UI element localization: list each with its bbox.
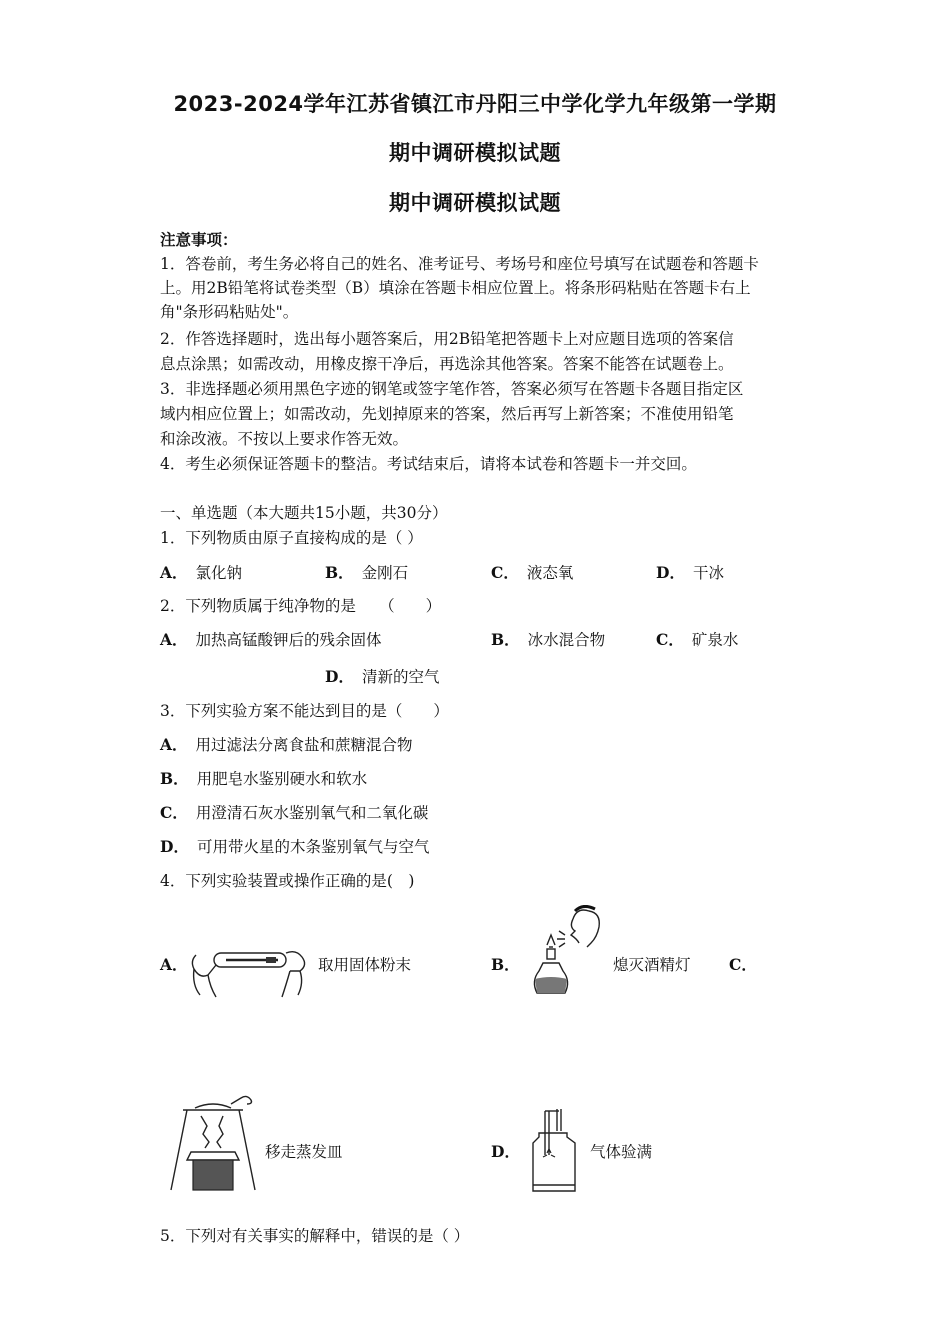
q5-stem: 5．下列对有关事实的解释中，错误的是（ ） xyxy=(160,1227,470,1245)
q4-option-c-letter: C． xyxy=(729,955,757,974)
notice-line: 3．非选择题必须用黑色字迹的钢笔或签字笔作答，答案必须写在答题卡各题目指定区 xyxy=(160,380,744,398)
q2-option-c xyxy=(656,628,738,650)
q3-option-b xyxy=(160,767,367,789)
notice-heading: 注意事项： xyxy=(160,230,238,249)
notice-line: 角"条形码粘贴处"。 xyxy=(160,303,299,321)
q2-option-a xyxy=(160,628,382,650)
q4-stem: 4．下列实验装置或操作正确的是( ) xyxy=(160,872,415,890)
q4-option-b-caption: 熄灭酒精灯 xyxy=(613,956,691,974)
option-text: 氯化钠 xyxy=(195,564,243,582)
option-letter: A． xyxy=(160,735,188,754)
option-letter: A． xyxy=(160,563,188,582)
option-text: 用过滤法分离食盐和蔗糖混合物 xyxy=(195,736,413,754)
option-text: 矿泉水 xyxy=(691,631,739,649)
option-text: 清新的空气 xyxy=(361,668,440,686)
notice-line: 2．作答选择题时，选出每小题答案后，用2B铅笔把答题卡上对应题目选项的答案信 xyxy=(160,330,734,348)
q4-option-a-caption: 取用固体粉末 xyxy=(318,956,412,974)
option-letter: B． xyxy=(160,769,189,788)
q4-option-a-letter: A． xyxy=(160,955,188,974)
option-text: 用肥皂水鉴别硬水和软水 xyxy=(196,770,368,788)
option-letter: D． xyxy=(325,667,354,686)
q3-stem: 3．下列实验方案不能达到目的是（ ） xyxy=(160,702,449,720)
q4-option-c-caption: 移走蒸发皿 xyxy=(265,1143,343,1161)
notice-line: 息点涂黑；如需改动，用橡皮擦干净后，再选涂其他答案。答案不能答在试题卷上。 xyxy=(160,355,734,373)
option-text: 可用带火星的木条鉴别氧气与空气 xyxy=(196,838,430,856)
blow-out-lamp-figure xyxy=(525,905,605,1005)
q4-option-b-letter: B． xyxy=(491,955,520,974)
option-letter: D． xyxy=(656,563,685,582)
evaporating-dish-figure xyxy=(165,1090,260,1195)
option-letter: C． xyxy=(656,630,684,649)
q1-option-c xyxy=(491,561,573,583)
q4-option-d-caption: 气体验满 xyxy=(590,1143,653,1161)
q4-option-d-letter: D． xyxy=(491,1142,520,1161)
q1-stem: 1．下列物质由原子直接构成的是（ ） xyxy=(160,529,423,547)
notice-line: 4．考生必须保证答题卡的整洁。考试结束后，请将本试卷和答题卡一并交回。 xyxy=(160,455,697,473)
test-tube-powder-figure xyxy=(186,935,311,1000)
exam-title-line2: 期中调研模拟试题 xyxy=(389,141,561,165)
notice-line: 上。用2B铅笔将试卷类型（B）填涂在答题卡相应位置上。将条形码粘贴在答题卡右上 xyxy=(160,279,751,297)
option-letter: B． xyxy=(491,630,520,649)
option-letter: C． xyxy=(491,563,519,582)
q3-option-d xyxy=(160,835,429,857)
notice-line: 域内相应位置上；如需改动，先划掉原来的答案，然后再写上新答案；不准使用铅笔 xyxy=(160,405,734,423)
q2-option-b xyxy=(491,628,605,650)
notice-line: 和涂改液。不按以上要求作答无效。 xyxy=(160,430,409,448)
option-letter: B． xyxy=(325,563,354,582)
option-text: 干冰 xyxy=(692,564,724,582)
exam-title-line1: 2023-2024学年江苏省镇江市丹阳三中学化学九年级第一学期 xyxy=(173,92,777,116)
option-letter: D． xyxy=(160,837,189,856)
gas-bottle-figure xyxy=(525,1105,585,1195)
option-letter: C． xyxy=(160,803,188,822)
q1-option-b xyxy=(325,561,408,583)
q2-stem: 2．下列物质属于纯净物的是 （ ） xyxy=(160,597,442,615)
q3-option-a xyxy=(160,733,413,755)
option-letter: A． xyxy=(160,630,188,649)
q1-option-d xyxy=(656,561,724,583)
option-text: 用澄清石灰水鉴别氧气和二氧化碳 xyxy=(195,804,429,822)
option-text: 液态氧 xyxy=(526,564,574,582)
q1-option-a xyxy=(160,561,242,583)
section-title: 一、单选题（本大题共15小题，共30分） xyxy=(160,504,448,522)
exam-title-line3: 期中调研模拟试题 xyxy=(389,191,561,215)
q2-option-d xyxy=(325,665,439,687)
option-text: 冰水混合物 xyxy=(527,631,606,649)
notice-line: 1．答卷前，考生务必将自己的姓名、准考证号、考场号和座位号填写在试题卷和答题卡 xyxy=(160,255,759,273)
q3-option-c xyxy=(160,801,428,823)
option-text: 金刚石 xyxy=(361,564,409,582)
option-text: 加热高锰酸钾后的残余固体 xyxy=(195,631,382,649)
